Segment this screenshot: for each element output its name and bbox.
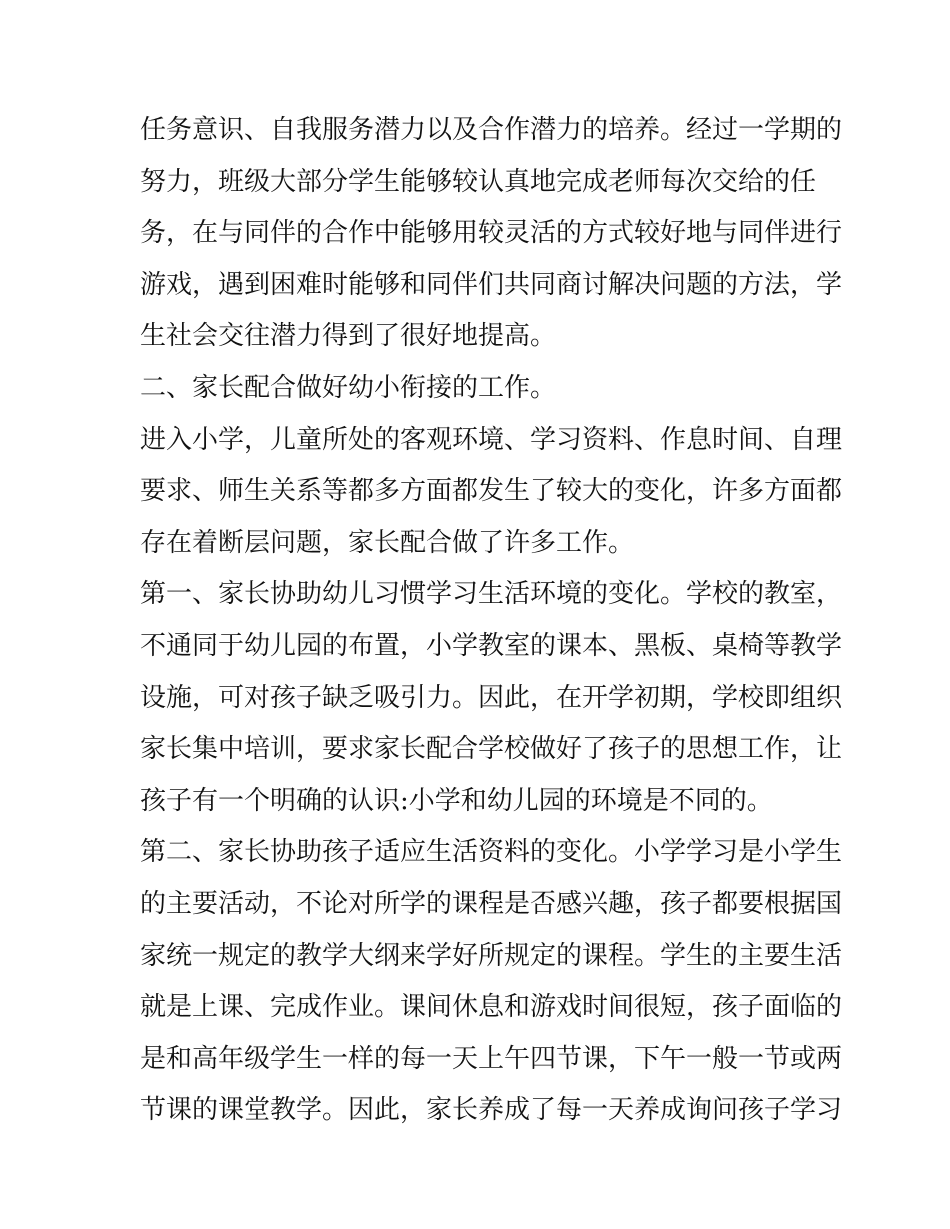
text-line: 游戏，遇到困难时能够和同伴们共同商讨解决问题的方法，学 — [140, 269, 843, 300]
text-line: 进入小学，儿童所处的客观环境、学习资料、作息时间、自理 — [140, 424, 843, 455]
text-line: 第二、家长协助孩子适应生活资料的变化。小学学习是小学生 — [140, 837, 843, 868]
text-line: 不通同于幼儿园的布置，小学教室的课本、黑板、桌椅等教学 — [140, 630, 843, 661]
text-line: 就是上课、完成作业。课间休息和游戏时间很短，孩子面临的 — [140, 992, 843, 1023]
text-line: 务，在与同伴的合作中能够用较灵活的方式较好地与同伴进行 — [140, 218, 843, 249]
text-line: 努力，班级大部分学生能够较认真地完成老师每次交给的任 — [140, 166, 817, 197]
text-line: 要求、师生关系等都多方面都发生了较大的变化，许多方面都 — [140, 476, 843, 507]
text-line: 任务意识、自我服务潜力以及合作潜力的培养。经过一学期的 — [140, 115, 843, 145]
document-body — [140, 105, 843, 1137]
text-line: 存在着断层问题，家长配合做了许多工作。 — [140, 527, 635, 558]
text-line: 生社会交往潜力得到了很好地提高。 — [140, 321, 557, 352]
section-heading: 二、家长配合做好幼小衔接的工作。 — [140, 372, 557, 403]
text-line: 家长集中培训，要求家长配合学校做好了孩子的思想工作，让 — [140, 734, 843, 765]
text-line: 是和高年级学生一样的每一天上午四节课，下午一般一节或两 — [140, 1043, 843, 1074]
text-line: 的主要活动，不论对所学的课程是否感兴趣，孩子都要根据国 — [140, 888, 843, 919]
text-line: 孩子有一个明确的认识:小学和幼儿园的环境是不同的。 — [140, 785, 773, 816]
text-line: 节课的课堂教学。因此，家长养成了每一天养成询问孩子学习 — [140, 1095, 843, 1126]
text-line: 设施，可对孩子缺乏吸引力。因此，在开学初期，学校即组织 — [140, 682, 843, 713]
text-line: 家统一规定的教学大纲来学好所规定的课程。学生的主要生活 — [140, 940, 843, 971]
text-line: 第一、家长协助幼儿习惯学习生活环境的变化。学校的教室， — [140, 579, 843, 610]
